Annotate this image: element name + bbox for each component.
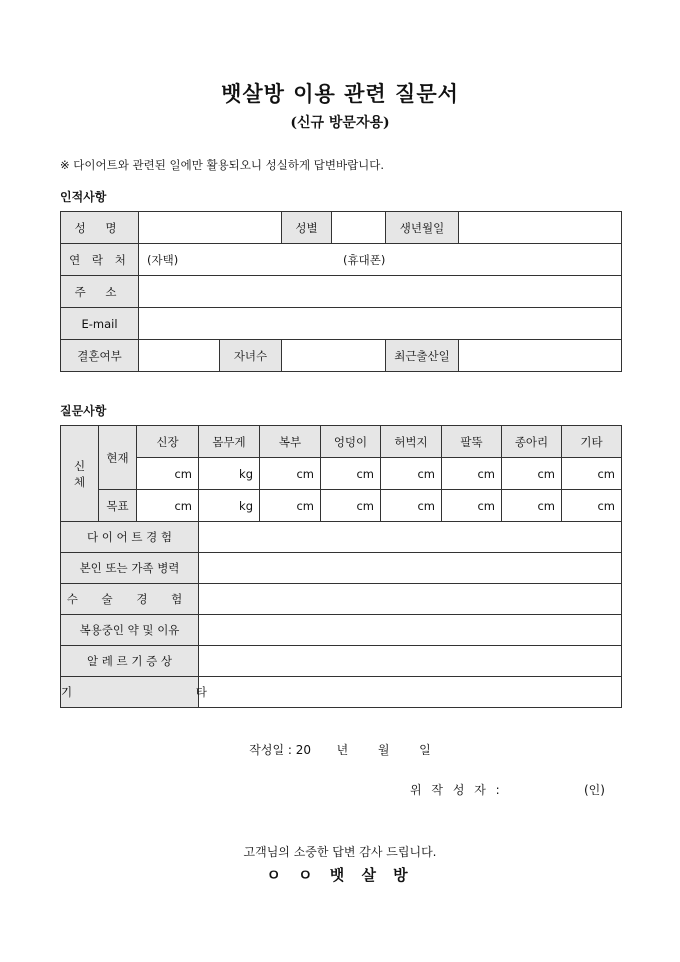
other-label: 기 타 bbox=[61, 677, 199, 708]
current-calf-field[interactable]: cm bbox=[502, 458, 562, 490]
home-phone-label: (자택) bbox=[147, 252, 179, 267]
questions-table bbox=[60, 425, 622, 708]
address-label: 주 소 bbox=[61, 276, 139, 308]
personal-section-title: 인적사항 bbox=[60, 190, 107, 204]
col-header-other: 기타 bbox=[562, 426, 622, 458]
current-label: 현재 bbox=[99, 426, 137, 490]
col-header-thigh: 허벅지 bbox=[381, 426, 442, 458]
body-label bbox=[61, 426, 99, 522]
birth-field[interactable] bbox=[459, 212, 622, 244]
address-field[interactable] bbox=[139, 276, 622, 308]
target-label: 목표 bbox=[99, 490, 137, 522]
target-hip-field[interactable]: cm bbox=[321, 490, 381, 522]
date-line bbox=[0, 741, 680, 758]
notice-text: ※ 다이어트와 관련된 일에만 활용되오니 성실하게 답변바랍니다. bbox=[60, 158, 385, 172]
seal-label: (인) bbox=[584, 783, 605, 797]
col-header-arm: 팔뚝 bbox=[442, 426, 502, 458]
recent-birth-label: 최근출산일 bbox=[386, 340, 459, 372]
current-other-field[interactable]: cm bbox=[562, 458, 622, 490]
current-arm-field[interactable]: cm bbox=[442, 458, 502, 490]
surgery-field[interactable] bbox=[199, 584, 622, 615]
email-field[interactable] bbox=[139, 308, 622, 340]
month-label: 월 bbox=[377, 743, 390, 757]
target-arm-field[interactable]: cm bbox=[442, 490, 502, 522]
page-subtitle: (신규 방문자용) bbox=[290, 115, 390, 131]
recent-birth-field[interactable] bbox=[459, 340, 622, 372]
thanks-text: 고객님의 소중한 답변 감사 드립니다. bbox=[243, 845, 437, 859]
year-label: 년 bbox=[336, 743, 349, 757]
name-label: 성 명 bbox=[61, 212, 139, 244]
marriage-label: 결혼여부 bbox=[61, 340, 139, 372]
children-label: 자녀수 bbox=[220, 340, 282, 372]
surgery-label: 수 술 경 험 bbox=[61, 584, 199, 615]
children-field[interactable] bbox=[282, 340, 386, 372]
col-header-abdomen: 복부 bbox=[260, 426, 321, 458]
gender-label: 성별 bbox=[282, 212, 332, 244]
target-thigh-field[interactable]: cm bbox=[381, 490, 442, 522]
current-thigh-field[interactable]: cm bbox=[381, 458, 442, 490]
diet-experience-label: 다 이 어 트 경 험 bbox=[61, 522, 199, 553]
contact-field[interactable] bbox=[139, 244, 622, 276]
current-height-field[interactable]: cm bbox=[137, 458, 199, 490]
diet-experience-field[interactable] bbox=[199, 522, 622, 553]
medical-history-label: 본인 또는 가족 병력 bbox=[61, 553, 199, 584]
questions-section-title: 질문사항 bbox=[60, 404, 107, 418]
body-label-text: 신 체 bbox=[73, 458, 86, 489]
contact-label: 연 락 처 bbox=[61, 244, 139, 276]
name-field[interactable] bbox=[139, 212, 282, 244]
medication-field[interactable] bbox=[199, 615, 622, 646]
date-label: 작성일 : 20 bbox=[249, 743, 311, 757]
gender-field[interactable] bbox=[332, 212, 386, 244]
allergy-label: 알 레 르 기 증 상 bbox=[61, 646, 199, 677]
birth-label: 생년월일 bbox=[386, 212, 459, 244]
current-hip-field[interactable]: cm bbox=[321, 458, 381, 490]
col-header-hip: 엉덩이 bbox=[321, 426, 381, 458]
personal-info-table bbox=[60, 211, 622, 372]
marriage-field[interactable] bbox=[139, 340, 220, 372]
target-weight-field[interactable]: kg bbox=[199, 490, 260, 522]
day-label: 일 bbox=[419, 743, 431, 757]
brand-name: ㅇ ㅇ 뱃 살 방 bbox=[266, 866, 414, 884]
mobile-phone-label: (휴대폰) bbox=[343, 252, 386, 267]
writer-label: 위 작 성 자 : bbox=[410, 783, 503, 797]
allergy-field[interactable] bbox=[199, 646, 622, 677]
medication-label: 복용중인 약 및 이유 bbox=[61, 615, 199, 646]
col-header-calf: 종아리 bbox=[502, 426, 562, 458]
target-calf-field[interactable]: cm bbox=[502, 490, 562, 522]
target-abdomen-field[interactable]: cm bbox=[260, 490, 321, 522]
target-other-field[interactable]: cm bbox=[562, 490, 622, 522]
target-height-field[interactable]: cm bbox=[137, 490, 199, 522]
col-header-height: 신장 bbox=[137, 426, 199, 458]
col-header-weight: 몸무게 bbox=[199, 426, 260, 458]
email-label: E-mail bbox=[61, 308, 139, 340]
current-weight-field[interactable]: kg bbox=[199, 458, 260, 490]
medical-history-field[interactable] bbox=[199, 553, 622, 584]
current-abdomen-field[interactable]: cm bbox=[260, 458, 321, 490]
page-title: 뱃살방 이용 관련 질문서 bbox=[221, 81, 459, 106]
